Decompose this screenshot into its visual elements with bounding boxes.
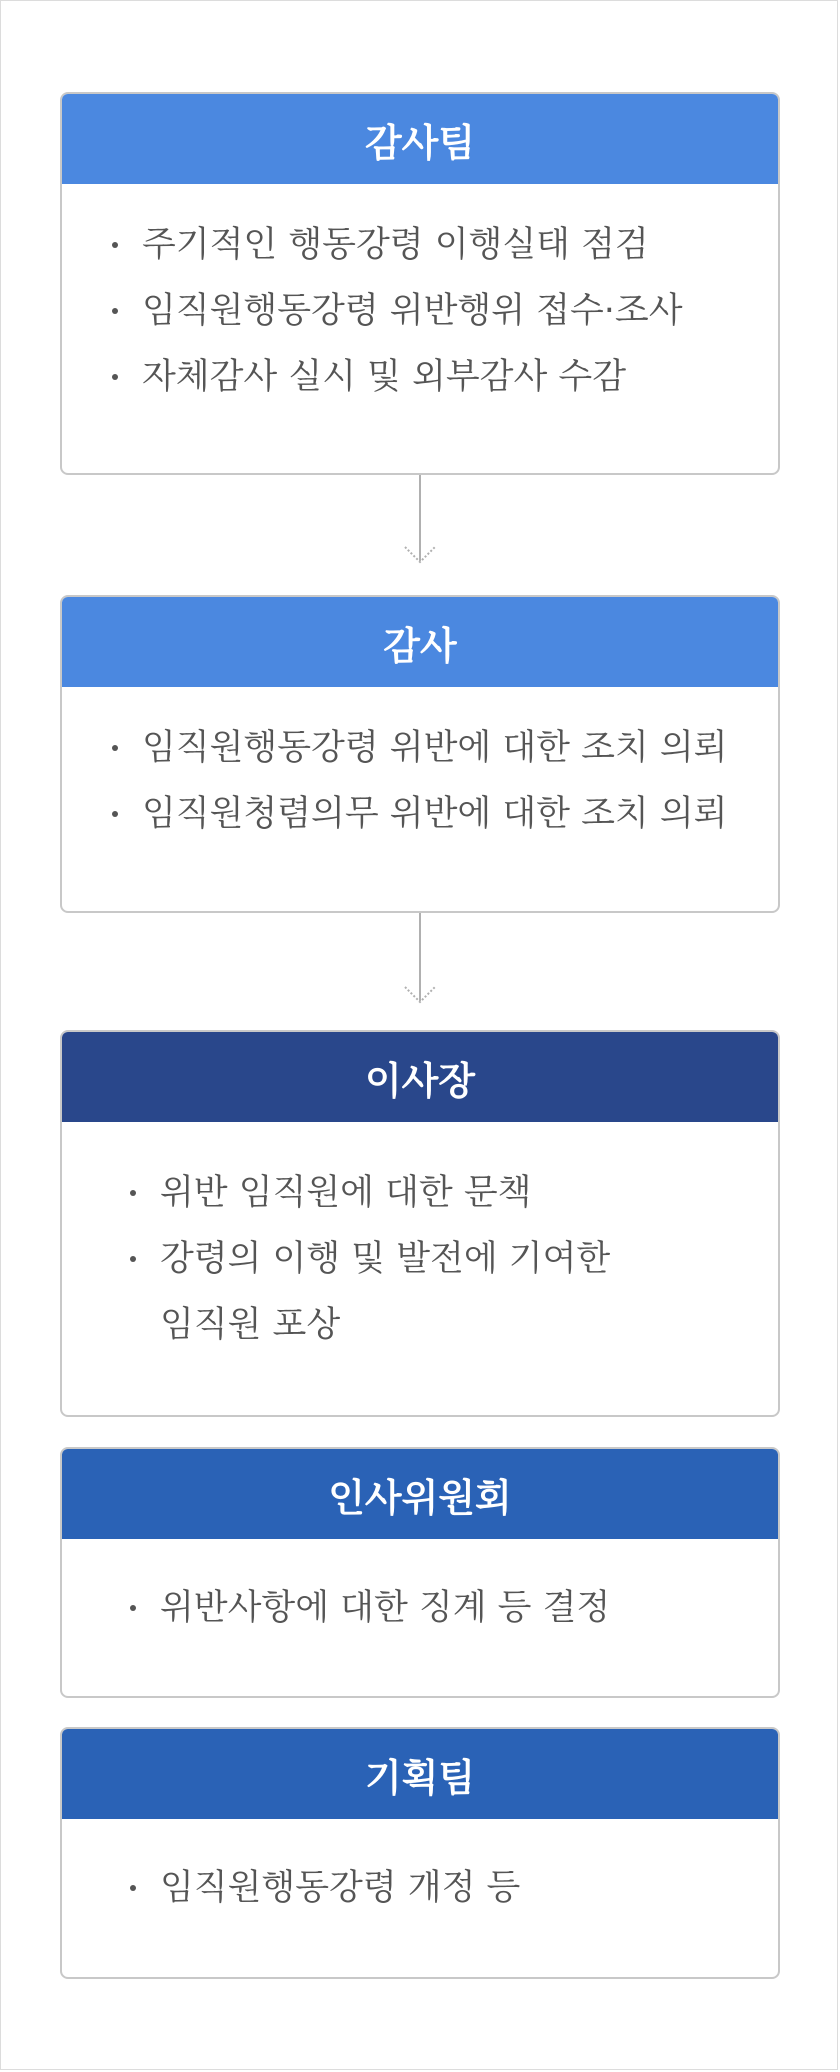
list-item: [160, 1160, 778, 1226]
list-item: [142, 278, 778, 344]
audit-header: [62, 597, 778, 687]
planning-team-card: [60, 1727, 780, 1979]
list-item-text: 임직원 포상: [160, 1305, 341, 1345]
bullet-icon: [112, 308, 118, 314]
list-item: [142, 212, 778, 278]
personnel-committee-title: 인사위원회: [328, 1475, 512, 1520]
planning-team-header: [62, 1729, 778, 1819]
list-item: [142, 344, 778, 410]
list-item-text: 위반 임직원에 대한 문책: [160, 1173, 532, 1213]
audit-title: 감사: [383, 623, 457, 668]
list-item-continuation: [160, 1292, 778, 1358]
audit-team-title: 감사팀: [364, 120, 476, 165]
list-item: [142, 715, 778, 781]
list-item: [160, 1575, 778, 1641]
chairman-body: [62, 1122, 778, 1358]
list-item-text: 위반사항에 대한 징계 등 결정: [160, 1588, 611, 1628]
list-item: [160, 1226, 778, 1292]
list-item-text: 자체감사 실시 및 외부감사 수감: [142, 357, 627, 397]
personnel-committee-body: [62, 1539, 778, 1641]
bullet-icon: [130, 1605, 136, 1611]
list-item-text: 임직원행동강령 위반에 대한 조치 의뢰: [142, 728, 728, 768]
list-item: [160, 1855, 778, 1921]
bullet-icon: [130, 1885, 136, 1891]
planning-team-body: [62, 1819, 778, 1921]
planning-team-title: 기획팀: [364, 1755, 476, 1800]
bullet-icon: [112, 242, 118, 248]
list-item: [142, 781, 778, 847]
bullet-icon: [130, 1256, 136, 1262]
audit-body: [62, 687, 778, 847]
bullet-icon: [112, 374, 118, 380]
chairman-header: [62, 1032, 778, 1122]
list-item-text: 임직원행동강령 위반행위 접수·조사: [142, 291, 683, 331]
bullet-icon: [112, 745, 118, 751]
audit-card: [60, 595, 780, 913]
bullet-icon: [112, 811, 118, 817]
audit-team-body: [62, 184, 778, 410]
list-item-text: 강령의 이행 및 발전에 기여한: [160, 1239, 611, 1279]
audit-team-card: [60, 92, 780, 475]
list-item-text: 주기적인 행동강령 이행실태 점검: [142, 225, 649, 265]
personnel-committee-header: [62, 1449, 778, 1539]
personnel-committee-card: [60, 1447, 780, 1698]
list-item-text: 임직원행동강령 개정 등: [160, 1868, 521, 1908]
down-arrow-icon: [400, 913, 440, 1005]
chairman-card: [60, 1030, 780, 1417]
down-arrow-icon: [400, 475, 440, 565]
audit-team-header: [62, 94, 778, 184]
bullet-icon: [130, 1190, 136, 1196]
chairman-title: 이사장: [364, 1058, 476, 1103]
list-item-text: 임직원청렴의무 위반에 대한 조치 의뢰: [142, 794, 728, 834]
